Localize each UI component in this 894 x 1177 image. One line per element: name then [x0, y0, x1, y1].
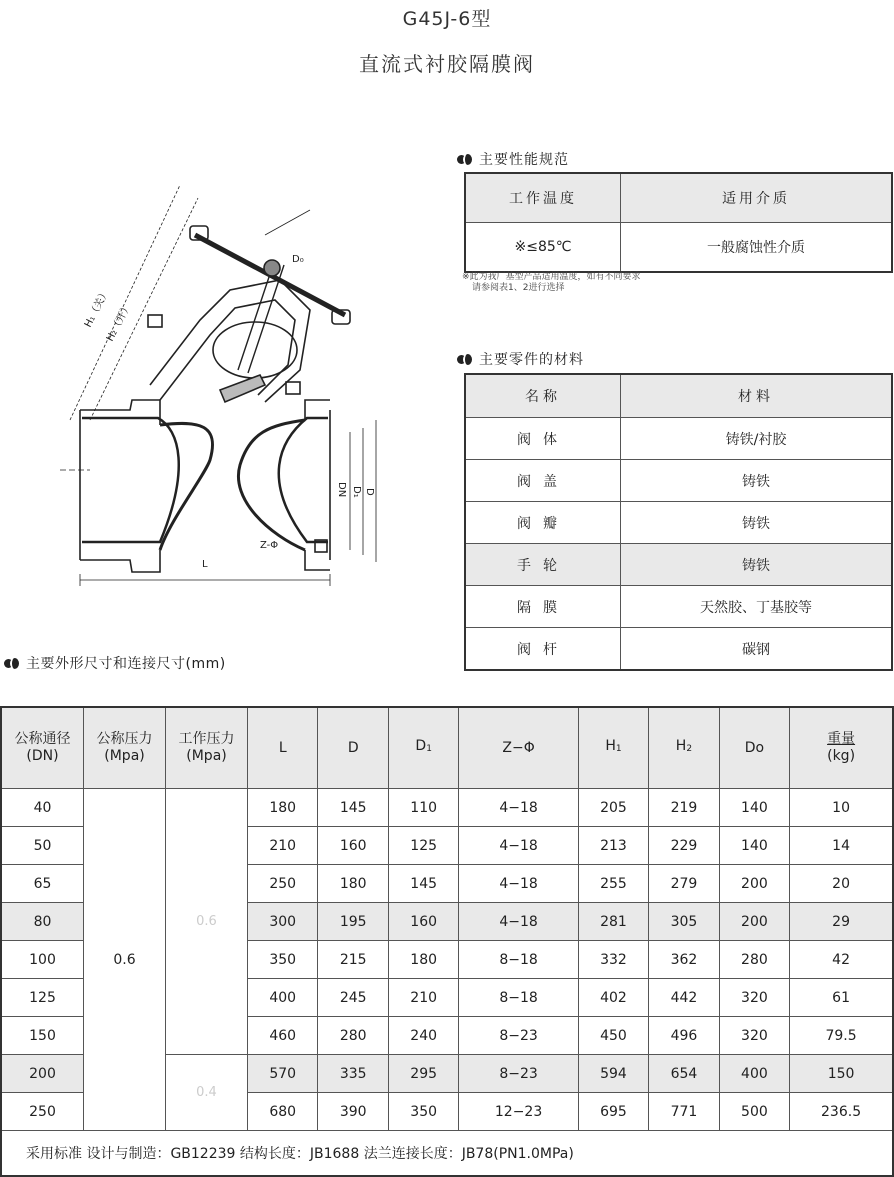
dn-cell: 200 [1, 1055, 84, 1093]
h1-header: $H_1$ [578, 707, 648, 789]
d-label: D [364, 488, 375, 496]
dn-label: DN [336, 482, 347, 498]
dimensions-table [0, 706, 894, 1177]
working-pressure-cell: 0.6 [166, 789, 248, 1055]
materials-table [464, 373, 893, 671]
l-cell: 680 [248, 1093, 318, 1131]
z-cell: 4−18 [459, 903, 578, 941]
dn-header: 公称通径 (DN) [1, 707, 84, 789]
do-cell: 140 [719, 827, 789, 865]
weight-cell: 150 [790, 1055, 893, 1093]
part-name-header: 名称 [465, 374, 621, 418]
do-header: Do [719, 707, 789, 789]
l-cell: 350 [248, 941, 318, 979]
h2-header: $H_2$ [649, 707, 719, 789]
d1-cell: 295 [388, 1055, 458, 1093]
h1-cell: 594 [578, 1055, 648, 1093]
l-cell: 210 [248, 827, 318, 865]
h1-cell: 255 [578, 865, 648, 903]
materials-section-title: 主要零件的材料 [457, 349, 584, 369]
z-cell: 4−18 [459, 827, 578, 865]
h2-label: H₂（开） [104, 301, 134, 344]
valve-drawing [60, 170, 400, 590]
part-material: 铸铁 [621, 502, 893, 544]
dn-cell: 100 [1, 941, 84, 979]
bullet-icon [4, 658, 17, 669]
h1-cell: 450 [578, 1017, 648, 1055]
medium-value: 一般腐蚀性介质 [621, 223, 893, 273]
l-header: L [248, 707, 318, 789]
d1-cell: 210 [388, 979, 458, 1017]
part-name: 阀盖 [465, 460, 621, 502]
d0-label: D₀ [292, 254, 304, 265]
do-cell: 320 [719, 979, 789, 1017]
d-cell: 160 [318, 827, 388, 865]
bullet-icon [457, 154, 470, 165]
weight-cell: 14 [790, 827, 893, 865]
part-material: 铸铁/衬胶 [621, 418, 893, 460]
do-cell: 500 [719, 1093, 789, 1131]
material-header: 材料 [621, 374, 893, 418]
part-name: 阀瓣 [465, 502, 621, 544]
h1-cell: 332 [578, 941, 648, 979]
h1-cell: 695 [578, 1093, 648, 1131]
h1-cell: 213 [578, 827, 648, 865]
weight-cell: 20 [790, 865, 893, 903]
temperature-header: 工作温度 [465, 173, 621, 223]
part-material: 铸铁 [621, 460, 893, 502]
part-name: 阀体 [465, 418, 621, 460]
d1-cell: 240 [388, 1017, 458, 1055]
l-cell: 250 [248, 865, 318, 903]
l-cell: 300 [248, 903, 318, 941]
z-header: Z−Φ [459, 707, 578, 789]
z-cell: 8−18 [459, 979, 578, 1017]
temperature-note: ※此为我厂基型产品适用温度，如有不同要求 请参阅表1、2进行选择 [462, 272, 641, 293]
pn-header: 公称压力 (Mpa) [84, 707, 166, 789]
part-material: 天然胶、丁基胶等 [621, 586, 893, 628]
h1-cell: 281 [578, 903, 648, 941]
h2-cell: 496 [649, 1017, 719, 1055]
nominal-pressure-cell: 0.6 [84, 789, 166, 1131]
d-cell: 215 [318, 941, 388, 979]
zphi-label: Z-Φ [260, 540, 279, 551]
h2-cell: 219 [649, 789, 719, 827]
d-cell: 280 [318, 1017, 388, 1055]
d1-cell: 180 [388, 941, 458, 979]
z-cell: 8−23 [459, 1017, 578, 1055]
l-cell: 180 [248, 789, 318, 827]
h2-cell: 305 [649, 903, 719, 941]
d1-header: $D_1$ [388, 707, 458, 789]
z-cell: 8−18 [459, 941, 578, 979]
dn-cell: 80 [1, 903, 84, 941]
do-cell: 200 [719, 903, 789, 941]
part-material: 铸铁 [621, 544, 893, 586]
dn-cell: 65 [1, 865, 84, 903]
do-cell: 400 [719, 1055, 789, 1093]
l-cell: 400 [248, 979, 318, 1017]
d-cell: 145 [318, 789, 388, 827]
weight-cell: 79.5 [790, 1017, 893, 1055]
z-cell: 8−23 [459, 1055, 578, 1093]
d1-label: D₁ [351, 486, 362, 498]
dn-cell: 125 [1, 979, 84, 1017]
do-cell: 140 [719, 789, 789, 827]
dn-cell: 250 [1, 1093, 84, 1131]
working-pressure-cell: 0.4 [166, 1055, 248, 1131]
d1-cell: 145 [388, 865, 458, 903]
d-cell: 245 [318, 979, 388, 1017]
weight-cell: 236.5 [790, 1093, 893, 1131]
d-cell: 390 [318, 1093, 388, 1131]
performance-table [464, 172, 893, 273]
part-material: 碳钢 [621, 628, 893, 671]
d-header: D [318, 707, 388, 789]
d1-cell: 160 [388, 903, 458, 941]
h1-cell: 402 [578, 979, 648, 1017]
d1-cell: 350 [388, 1093, 458, 1131]
h2-cell: 442 [649, 979, 719, 1017]
d1-cell: 125 [388, 827, 458, 865]
dn-cell: 40 [1, 789, 84, 827]
weight-cell: 61 [790, 979, 893, 1017]
h2-cell: 362 [649, 941, 719, 979]
d-cell: 195 [318, 903, 388, 941]
do-cell: 280 [719, 941, 789, 979]
part-name: 隔膜 [465, 586, 621, 628]
dimensions-section-title: 主要外形尺寸和连接尺寸(mm) [4, 653, 226, 673]
standards-footer: 采用标准 设计与制造：GB12239 结构长度：JB1688 法兰连接长度：JB78(PN1.0MPa) [1, 1131, 893, 1177]
l-label: L [202, 559, 208, 570]
do-cell: 320 [719, 1017, 789, 1055]
l-cell: 460 [248, 1017, 318, 1055]
performance-section-title: 主要性能规范 [457, 149, 569, 169]
h1-cell: 205 [578, 789, 648, 827]
z-cell: 4−18 [459, 789, 578, 827]
h1-label: H₁（关） [82, 287, 112, 330]
weight-cell: 42 [790, 941, 893, 979]
model-title: G45J-6型 [402, 8, 492, 30]
h2-cell: 771 [649, 1093, 719, 1131]
bullet-icon [457, 354, 470, 365]
l-cell: 570 [248, 1055, 318, 1093]
d1-cell: 110 [388, 789, 458, 827]
do-cell: 200 [719, 865, 789, 903]
medium-header: 适用介质 [621, 173, 893, 223]
weight-header: 重量 (kg) [790, 707, 893, 789]
part-name: 手轮 [465, 544, 621, 586]
h2-cell: 654 [649, 1055, 719, 1093]
weight-cell: 10 [790, 789, 893, 827]
part-name: 阀杆 [465, 628, 621, 671]
temperature-value: ※≤85℃ [465, 223, 621, 273]
dn-cell: 150 [1, 1017, 84, 1055]
h2-cell: 279 [649, 865, 719, 903]
z-cell: 12−23 [459, 1093, 578, 1131]
d-cell: 335 [318, 1055, 388, 1093]
h2-cell: 229 [649, 827, 719, 865]
product-name: 直流式衬胶隔膜阀 [359, 52, 535, 76]
d-cell: 180 [318, 865, 388, 903]
z-cell: 4−18 [459, 865, 578, 903]
wp-header: 工作压力 (Mpa) [166, 707, 248, 789]
weight-cell: 29 [790, 903, 893, 941]
dn-cell: 50 [1, 827, 84, 865]
